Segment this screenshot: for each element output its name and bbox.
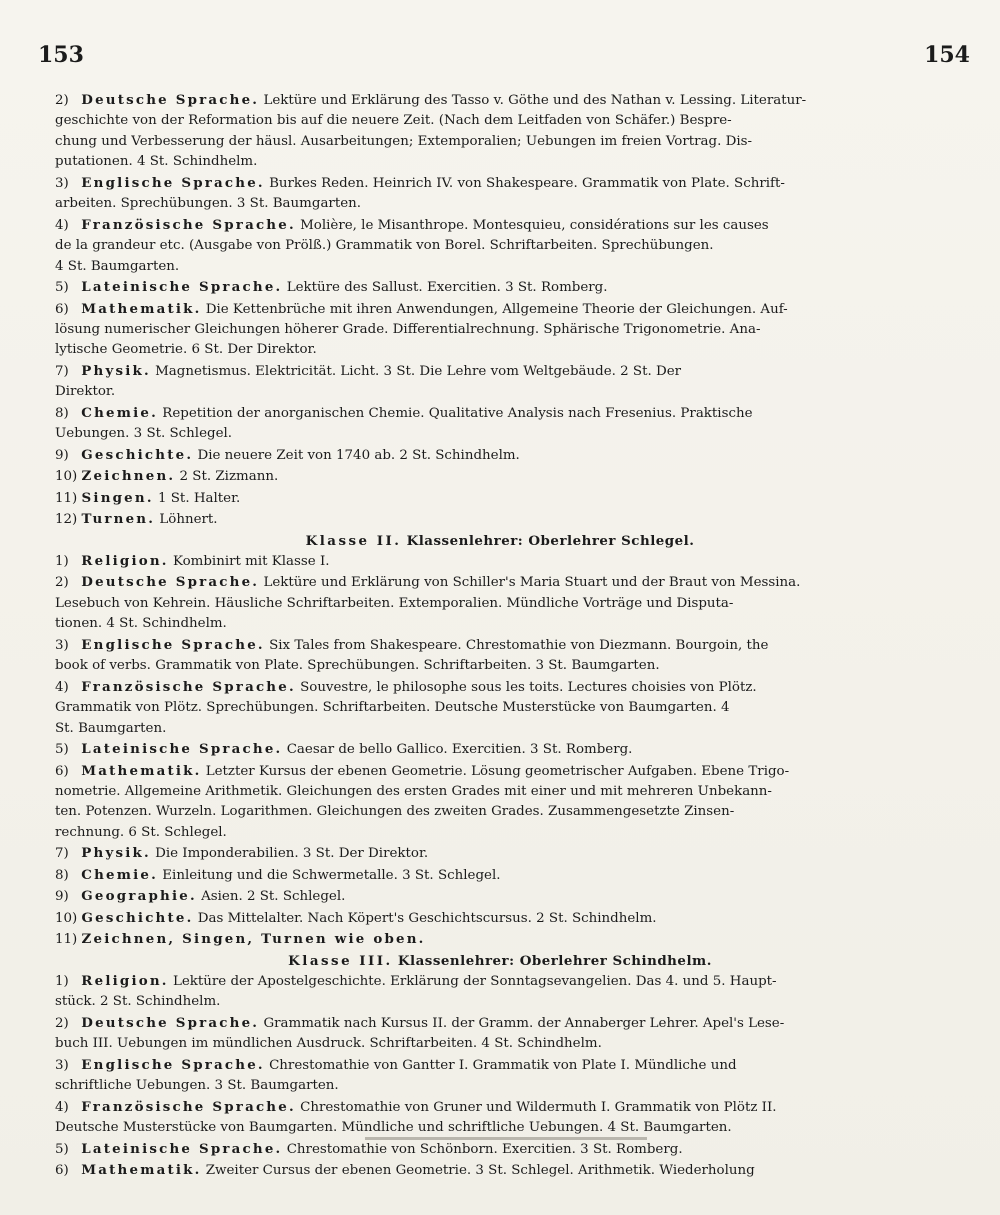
line-text: Einleitung und die Schwermetalle. 3 St. Schlegel.: [162, 867, 501, 883]
class-heading: [55, 951, 945, 971]
entry-number: 7): [55, 846, 69, 862]
subject-entry-line: [55, 677, 945, 698]
line-text: nometrie. Allgemeine Arithmetik. Gleichungen des ersten Grades mit einer und mit mehreren Unbekann-: [55, 783, 772, 799]
line-text: ten. Potenzen. Wurzeln. Logarithmen. Gleichungen des zweiten Grades. Zusammengesetzte Zinsen-: [55, 804, 735, 820]
line-text: de la grandeur etc. (Ausgabe von Prölß.) Grammatik von Borel. Schriftarbeiten. Sprechübungen.: [55, 238, 714, 254]
line-text: Chrestomathie von Gantter I. Grammatik von Plate I. Mündliche und: [269, 1057, 737, 1073]
continuation-line: [55, 698, 945, 718]
line-text: Six Tales from Shakespeare. Chrestomathie von Diezmann. Bourgoin, the: [269, 637, 769, 653]
subject-name: Lateinische Sprache.: [81, 1140, 283, 1157]
line-text: Repetition der anorganischen Chemie. Qualitative Analysis nach Fresenius. Praktische: [162, 405, 753, 421]
entry-number: 6): [55, 1163, 69, 1179]
class-heading-title: Klasse III.: [288, 952, 393, 969]
continuation-line: [55, 823, 945, 843]
entry-number: 3): [55, 175, 69, 191]
subject-name: Geographie.: [81, 888, 197, 905]
line-text: 2 St. Zizmann.: [179, 469, 279, 485]
line-text: stück. 2 St. Schindhelm.: [55, 994, 221, 1010]
class-heading-title: Klasse II.: [305, 532, 402, 549]
line-text: schriftliche Uebungen. 3 St. Baumgarten.: [55, 1078, 339, 1094]
subject-entry-line: [55, 551, 945, 572]
entry-number: 5): [55, 742, 69, 758]
continuation-line: [55, 194, 945, 214]
continuation-line: [55, 320, 945, 340]
entry-number: 9): [55, 889, 69, 905]
entry-number: 2): [55, 575, 69, 591]
subject-name: Mathematik.: [81, 300, 202, 317]
entry-number: 3): [55, 637, 69, 653]
subject-name: Lateinische Sprache.: [81, 741, 283, 758]
subject-name: Religion.: [81, 973, 169, 990]
subject-entry-line: [55, 843, 945, 864]
line-text: Molière, le Misanthrope. Montesquieu, considérations sur les causes: [300, 217, 769, 233]
subject-entry-line: [55, 761, 945, 782]
class-heading: [55, 531, 945, 551]
entry-number: 4): [55, 1099, 69, 1115]
subject-entry-line: [55, 445, 945, 466]
continuation-line: [55, 782, 945, 802]
line-text: Lesebuch von Kehrein. Häusliche Schriftarbeiten. Extemporalien. Mündliche Vorträge und Disputa-: [55, 595, 734, 611]
continuation-line: [55, 992, 945, 1012]
continuation-line: [55, 340, 945, 360]
subject-entry-line: [55, 865, 945, 886]
line-text: Die Kettenbrüche mit ihren Anwendungen, Allgemeine Theorie der Gleichungen. Auf-: [205, 301, 788, 317]
entry-number: 4): [55, 217, 69, 233]
subject-name: Zeichnen.: [81, 468, 176, 485]
subject-name: Mathematik.: [81, 762, 202, 779]
page-number-left: 153: [38, 42, 84, 68]
line-text: 4 St. Baumgarten.: [55, 258, 180, 274]
continuation-line: [55, 656, 945, 676]
continuation-line: [55, 382, 945, 402]
line-text: Chrestomathie von Gruner und Wildermuth I. Grammatik von Plötz II.: [300, 1099, 777, 1115]
line-text: Burkes Reden. Heinrich IV. von Shakespeare. Grammatik von Plate. Schrift-: [269, 175, 785, 191]
subject-entry-line: [55, 173, 945, 194]
continuation-line: [55, 719, 945, 739]
continuation-line: [55, 1076, 945, 1096]
entry-number: 5): [55, 280, 69, 296]
subject-name: Chemie.: [81, 404, 159, 421]
subject-entry-line: [55, 739, 945, 760]
subject-name: Geschichte.: [81, 446, 194, 463]
subject-entry-line: [55, 277, 945, 298]
line-text: Die Imponderabilien. 3 St. Der Direktor.: [155, 846, 429, 862]
line-text: tionen. 4 St. Schindhelm.: [55, 616, 227, 632]
entry-number: 1): [55, 553, 69, 569]
subject-entry-line: [55, 361, 945, 382]
subject-name: Singen.: [81, 489, 154, 506]
entry-number: 12): [55, 512, 78, 528]
subject-name: Lateinische Sprache.: [81, 279, 283, 296]
continuation-line: [55, 1034, 945, 1054]
class-heading-teacher: Klassenlehrer: Oberlehrer Schlegel.: [401, 532, 695, 549]
line-text: Zweiter Cursus der ebenen Geometrie. 3 St. Schlegel. Arithmetik. Wiederholung: [205, 1163, 755, 1179]
entry-number: 3): [55, 1057, 69, 1073]
subject-entry-line: [55, 403, 945, 424]
subject-name: Deutsche Sprache.: [81, 92, 260, 108]
line-text: buch III. Uebungen im mündlichen Ausdruck. Schriftarbeiten. 4 St. Schindhelm.: [55, 1036, 602, 1052]
entry-number: 10): [55, 469, 78, 485]
subject-entry-line: [55, 572, 945, 593]
subject-entry-line: [55, 1160, 945, 1181]
subject-entry-line: [55, 886, 945, 907]
subject-entry-line: [55, 466, 945, 487]
entry-number: 4): [55, 679, 69, 695]
page-number-right: 154: [924, 42, 970, 68]
continuation-line: [55, 424, 945, 444]
subject-name: Chemie.: [81, 866, 159, 883]
subject-name: Mathematik.: [81, 1162, 202, 1179]
subject-name: Englische Sprache.: [81, 636, 265, 653]
entry-number: 1): [55, 974, 69, 990]
entry-number: 2): [55, 1015, 69, 1031]
continuation-line: [55, 236, 945, 256]
subject-entry-line: [55, 509, 945, 530]
line-text: Caesar de bello Gallico. Exercitien. 3 St. Romberg.: [286, 742, 633, 758]
entry-number: 6): [55, 301, 69, 317]
entry-number: 10): [55, 910, 78, 926]
subject-name: Turnen.: [81, 511, 156, 528]
line-text: Deutsche Musterstücke von Baumgarten. Mündliche und schriftliche Uebungen. 4 St. Baumgarten.: [55, 1120, 732, 1136]
line-text: chung und Verbesserung der häusl. Ausarbeitungen; Extemporalien; Uebungen im freien Vortrag. Dis-: [55, 133, 752, 149]
line-text: arbeiten. Sprechübungen. 3 St. Baumgarten.: [55, 196, 362, 212]
line-text: Souvestre, le philosophe sous les toits. Lectures choisies von Plötz.: [300, 679, 757, 695]
line-text: Lektüre des Sallust. Exercitien. 3 St. Romberg.: [286, 280, 608, 296]
subject-entry-line: [55, 971, 945, 992]
entry-number: 9): [55, 447, 69, 463]
line-text: Löhnert.: [159, 512, 218, 528]
line-text: Grammatik nach Kursus II. der Gramm. der Annaberger Lehrer. Apel's Lese-: [263, 1015, 785, 1031]
subject-name: Zeichnen, Singen, Turnen wie oben.: [81, 931, 426, 948]
subject-entry-line: [55, 1097, 945, 1118]
entry-number: 2): [55, 93, 69, 108]
entry-number: 11): [55, 490, 78, 506]
continuation-line: [55, 1118, 945, 1138]
line-text: Magnetismus. Elektricität. Licht. 3 St. Die Lehre vom Weltgebäude. 2 St. Der: [155, 363, 682, 379]
subject-name: Physik.: [81, 845, 151, 862]
subject-entry-line: [55, 488, 945, 509]
line-text: Grammatik von Plötz. Sprechübungen. Schriftarbeiten. Deutsche Musterstücke von Baumgarten. 4: [55, 700, 730, 716]
line-text: 1 St. Halter.: [157, 490, 241, 506]
line-text: Lektüre und Erklärung von Schiller's Maria Stuart und der Braut von Messina.: [263, 575, 801, 591]
continuation-line: [55, 594, 945, 614]
line-text: Chrestomathie von Schönborn. Exercitien. 3 St. Romberg.: [286, 1141, 683, 1157]
entry-number: 8): [55, 867, 69, 883]
subject-name: Geschichte.: [81, 909, 194, 926]
line-text: Lektüre und Erklärung des Tasso v. Göthe und des Nathan v. Lessing. Literatur-: [263, 93, 807, 108]
bottom-rule: [365, 1137, 647, 1140]
line-text: Kombinirt mit Klasse I.: [172, 553, 330, 569]
subject-entry-line: [55, 299, 945, 320]
entry-number: 5): [55, 1141, 69, 1157]
subject-entry-line: [55, 635, 945, 656]
line-text: lytische Geometrie. 6 St. Der Direktor.: [55, 342, 317, 358]
continuation-line: [55, 152, 945, 172]
line-text: Das Mittelalter. Nach Köpert's Geschichtscursus. 2 St. Schindhelm.: [197, 910, 657, 926]
subject-name: Englische Sprache.: [81, 1056, 265, 1073]
entry-number: 8): [55, 405, 69, 421]
subject-entry-line: [55, 1055, 945, 1076]
subject-name: Religion.: [81, 552, 169, 569]
class-heading-teacher: Klassenlehrer: Oberlehrer Schindhelm.: [392, 952, 712, 969]
subject-entry-line: [55, 215, 945, 236]
subject-entry-line: [55, 90, 945, 111]
subject-entry-line: [55, 929, 945, 950]
entry-number: 11): [55, 932, 78, 948]
subject-entry-line: [55, 1013, 945, 1034]
subject-name: Französische Sprache.: [81, 216, 296, 233]
continuation-line: [55, 132, 945, 152]
line-text: book of verbs. Grammatik von Plate. Sprechübungen. Schriftarbeiten. 3 St. Baumgarten.: [55, 658, 660, 674]
continuation-line: [55, 111, 945, 131]
line-text: Direktor.: [55, 384, 116, 400]
subject-entry-line: [55, 1139, 945, 1160]
subject-name: Deutsche Sprache.: [81, 1014, 260, 1031]
line-text: putationen. 4 St. Schindhelm.: [55, 154, 258, 170]
entry-number: 7): [55, 363, 69, 379]
page-body: [55, 90, 945, 1182]
line-text: Letzter Kursus der ebenen Geometrie. Lösung geometrischer Aufgaben. Ebene Trigo-: [205, 763, 790, 779]
continuation-line: [55, 614, 945, 634]
subject-name: Französische Sprache.: [81, 678, 296, 695]
entry-number: 6): [55, 763, 69, 779]
subject-name: Französische Sprache.: [81, 1098, 296, 1115]
line-text: Uebungen. 3 St. Schlegel.: [55, 426, 233, 442]
continuation-line: [55, 802, 945, 822]
line-text: Asien. 2 St. Schlegel.: [201, 889, 346, 905]
subject-name: Englische Sprache.: [81, 174, 265, 191]
line-text: geschichte von der Reformation bis auf die neuere Zeit. (Nach dem Leitfaden von Schäfer.) Bespre-: [55, 113, 732, 129]
subject-name: Physik.: [81, 362, 151, 379]
line-text: Lektüre der Apostelgeschichte. Erklärung der Sonntagsevangelien. Das 4. und 5. Haupt-: [172, 974, 777, 990]
subject-entry-line: [55, 908, 945, 929]
subject-name: Deutsche Sprache.: [81, 574, 260, 591]
line-text: St. Baumgarten.: [55, 720, 167, 736]
line-text: lösung numerischer Gleichungen höherer Grade. Differentialrechnung. Sphärische Trigonometrie. Ana-: [55, 321, 761, 337]
continuation-line: [55, 257, 945, 277]
line-text: rechnung. 6 St. Schlegel.: [55, 824, 227, 840]
line-text: Die neuere Zeit von 1740 ab. 2 St. Schindhelm.: [197, 447, 520, 463]
